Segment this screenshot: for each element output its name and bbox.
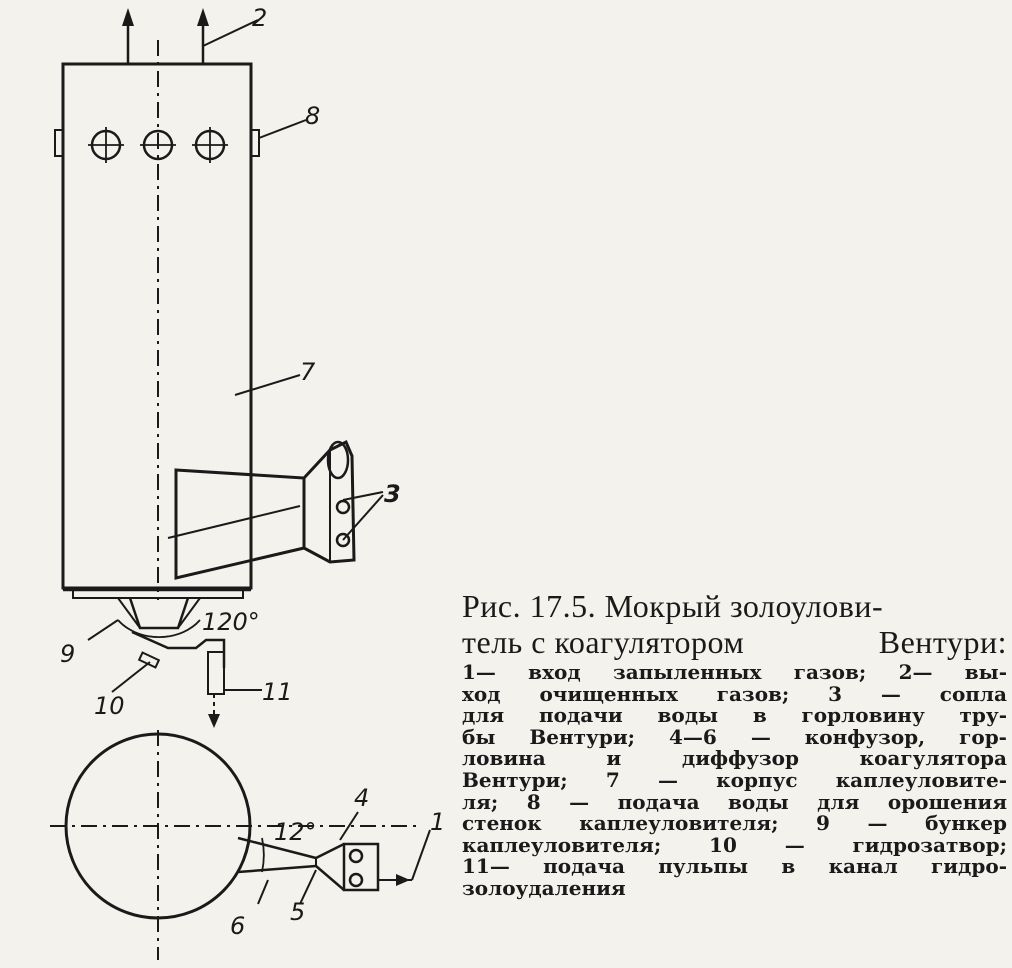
legend-line: 1— вход запыленных газов; 2— вы- [462, 660, 1007, 684]
label-9: 9 [60, 640, 76, 668]
label-4: 4 [354, 784, 370, 812]
legend-line: золоудаления [462, 875, 626, 900]
bunker [88, 598, 200, 640]
caption-title-line-1: Рис. 17.5. Мокрый золоулови- [462, 588, 884, 624]
gas-outlet-arrows [122, 8, 258, 64]
label-1: 1 [430, 808, 446, 836]
wall-water-nozzles [55, 120, 306, 163]
caption-legend [462, 662, 1007, 900]
caption-title-line-2b: Вентури: [878, 624, 1007, 660]
label-7: 7 [300, 358, 316, 386]
legend-line: ля; 8 — подача воды для орошения [462, 789, 1007, 814]
label-6: 6 [230, 912, 246, 940]
pulp-outlet [208, 652, 262, 728]
label-3: 3 [384, 480, 401, 508]
legend-line: бы Вентури; 4—6 — конфузор, гор- [462, 724, 1007, 749]
label-10: 10 [94, 692, 125, 720]
legend-line: 11— подача пульпы в канал гидро- [462, 854, 1007, 879]
legend-line: ловина и диффузор коагулятора [462, 746, 1007, 771]
angle-12: 12° [274, 818, 317, 846]
caption-title-line-2a: тель с коагулятором [462, 624, 745, 660]
legend-line: стенок каплеуловителя; 9 — бункер [462, 811, 1007, 836]
angle-120: 120° [202, 608, 260, 636]
legend-line: ход очищенных газов; 3 — сопла [462, 681, 1007, 706]
label-2: 2 [252, 4, 268, 32]
venturi-elevation [168, 442, 383, 578]
label-11: 11 [262, 678, 293, 706]
figure-caption [462, 588, 1007, 900]
label-8: 8 [305, 102, 321, 130]
label-5: 5 [290, 898, 306, 926]
legend-line: Вентури; 7 — корпус каплеуловите- [462, 767, 1007, 792]
caption-title [462, 588, 1007, 660]
caption-title-line-2 [462, 624, 1007, 660]
legend-line: для подачи воды в горловину тру- [462, 703, 1007, 728]
legend-line: каплеуловителя; 10 — гидрозатвор; [462, 832, 1007, 857]
plan-view [50, 734, 430, 918]
